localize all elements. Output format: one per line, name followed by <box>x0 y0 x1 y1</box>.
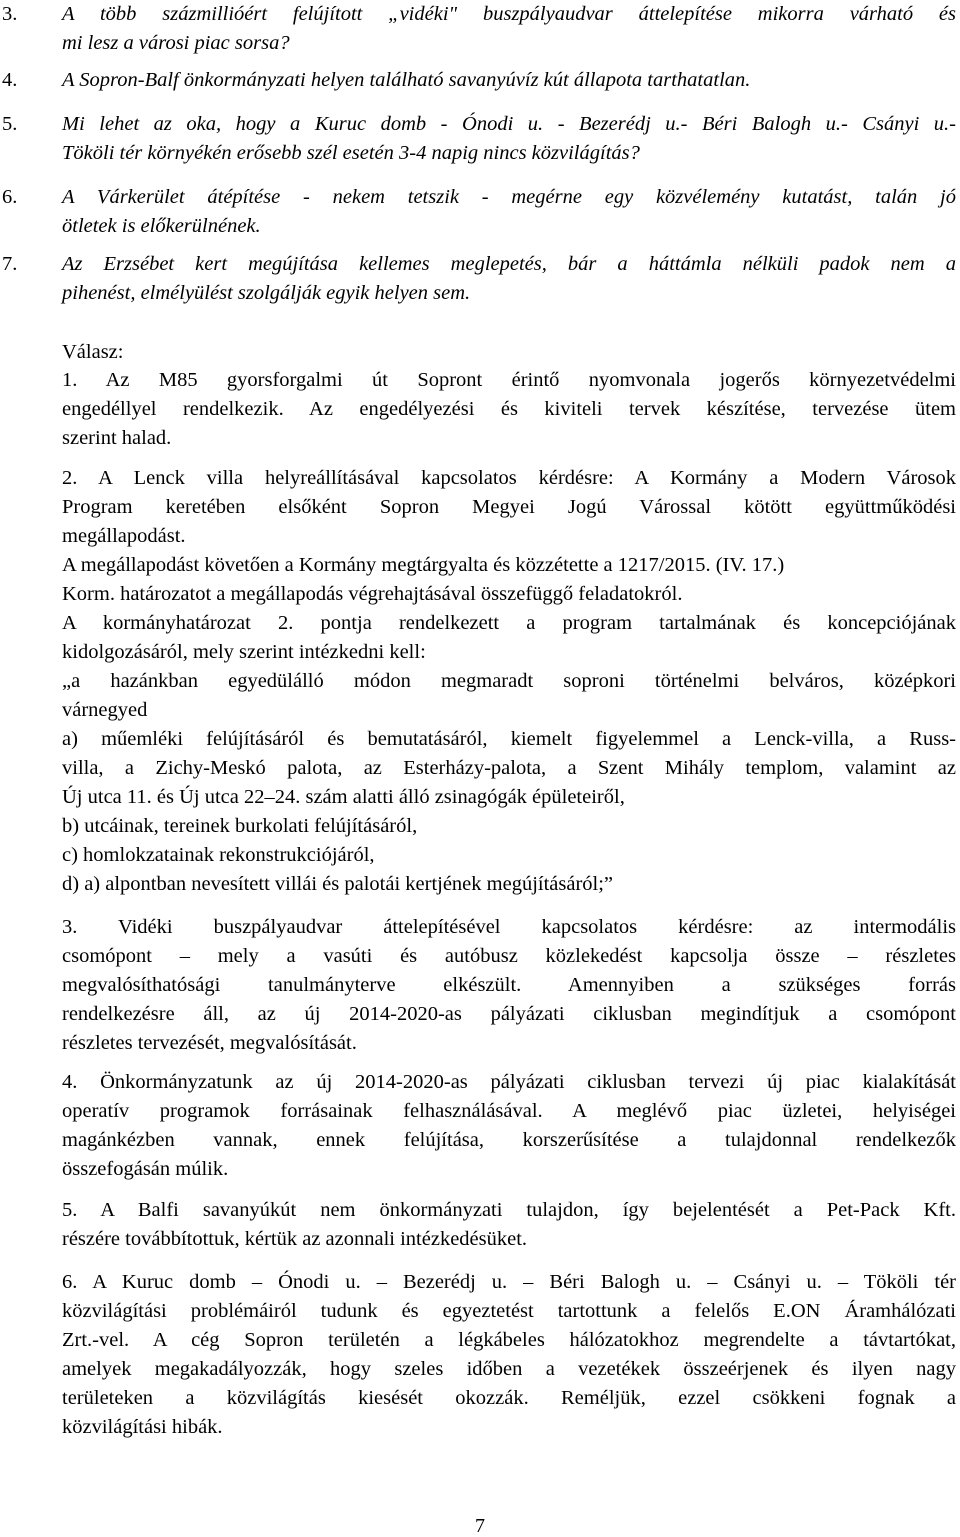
answer-2 <box>62 464 956 899</box>
answer-line: engedéllyel rendelkezik. Az engedélyezési és kiviteli tervek készítése, tervezése ütem <box>62 398 956 420</box>
answer-line: 6. A Kuruc domb – Ónodi u. – Bezerédj u. – Béri Balogh u. – Csányi u. – Tököli tér <box>62 1271 956 1293</box>
answer-line: c) homlokzatainak rekonstrukciójáról, <box>62 844 375 866</box>
answer-line: operatív programok forrásainak felhasználásával. A meglévő piac üzletei, helyiségei <box>62 1100 956 1122</box>
answer-line: közvilágítási hibák. <box>62 1416 223 1438</box>
answer-line: 5. A Balfi savanyúkút nem önkormányzati tulajdon, így bejelentését a Pet-Pack Kft. <box>62 1199 956 1221</box>
answer-line: Korm. határozatot a megállapodás végrehajtásával összefüggő feladatokról. <box>62 583 683 605</box>
answer-line: amelyek megakadályozzák, hogy szeles időben a vezetékek összeérjenek és ilyen nagy <box>62 1358 956 1380</box>
answer-line: Zrt.-vel. A cég Sopron területén a légkábeles hálózatokhoz megrendelte a távtartókat, <box>62 1329 956 1351</box>
question-text-line: Tököli tér környékén erősebb szél esetén 3-4 napig nincs közvilágítás? <box>62 142 640 164</box>
answer-line: 2. A Lenck villa helyreállításával kapcsolatos kérdésre: A Kormány a Modern Városok <box>62 467 956 489</box>
answer-1 <box>62 366 956 453</box>
answer-line: „a hazánkban egyedülálló módon megmaradt soproni történelmi belváros, középkori <box>62 670 956 692</box>
answer-line: villa, a Zichy-Meskó palota, az Esterházy-palota, a Szent Mihály templom, valamint az <box>62 757 956 779</box>
answer-line: területeken a közvilágítás kiesését okozzák. Reméljük, ezzel csökkeni fognak a <box>62 1387 956 1409</box>
question-number: 4. <box>2 69 18 91</box>
question-text-line: pihenést, elmélyülést szolgálják egyik helyen sem. <box>62 282 471 304</box>
question-number: 5. <box>2 113 18 135</box>
answer-line: várnegyed <box>62 699 148 721</box>
answer-line: megvalósíthatósági tanulmányterve elkészült. Amennyiben a szükséges forrás <box>62 974 956 996</box>
question-number: 3. <box>2 3 18 25</box>
answer-line: d) a) alpontban nevesített villái és palotái kertjének megújításáról;” <box>62 873 614 895</box>
question-number: 6. <box>2 186 18 208</box>
answer-line: A megállapodást követően a Kormány megtárgyalta és közzétette a 1217/2015. (IV. 17.) <box>62 554 785 576</box>
question-text-line: mi lesz a városi piac sorsa? <box>62 32 290 54</box>
answer-line: A kormányhatározat 2. pontja rendelkezett a program tartalmának és koncepciójának <box>62 612 956 634</box>
answer-line: rendelkezésre áll, az új 2014-2020-as pályázati ciklusban megindítjuk a csomópont <box>62 1003 956 1025</box>
answer-label: Válasz: <box>62 341 124 363</box>
answer-line: a) műemléki felújításáról és bemutatásáról, kiemelt figyelemmel a Lenck-villa, a Russ- <box>62 728 956 750</box>
answer-line: b) utcáinak, tereinek burkolati felújításáról, <box>62 815 418 837</box>
answer-line: 3. Vidéki buszpályaudvar áttelepítésével kapcsolatos kérdésre: az intermodális <box>62 916 956 938</box>
answer-line: Program keretében elsőként Sopron Megyei Jogú Várossal kötött együttműködési <box>62 496 956 518</box>
answer-4 <box>62 1068 956 1184</box>
answer-5 <box>62 1196 956 1254</box>
answer-line: közvilágítási problémáiról tudunk és egyeztetést tartottunk a felelős E.ON Áramhálózati <box>62 1300 956 1322</box>
question-number: 7. <box>2 253 18 275</box>
question-text-line: ötletek is előkerülnének. <box>62 215 261 237</box>
answer-line: szerint halad. <box>62 427 172 449</box>
answer-line: részletes tervezését, megvalósítását. <box>62 1032 357 1054</box>
page-number: 7 <box>475 1515 485 1537</box>
question-text-line: A Várkerület átépítése - nekem tetszik - megérne egy közvélemény kutatást, talán jó <box>62 186 956 208</box>
question-text-line: A Sopron-Balf önkormányzati helyen található savanyúvíz kút állapota tarthatatlan. <box>62 69 751 91</box>
answer-line: magánkézben vannak, ennek felújítása, korszerűsítése a tulajdonnal rendelkezők <box>62 1129 956 1151</box>
answer-line: megállapodást. <box>62 525 186 547</box>
answer-line: csomópont – mely a vasúti és autóbusz közlekedést kapcsolja össze – részletes <box>62 945 956 967</box>
answer-line: részére továbbítottuk, kértük az azonnali intézkedésüket. <box>62 1228 528 1250</box>
answer-line: 4. Önkormányzatunk az új 2014-2020-as pályázati ciklusban tervezi új piac kialakítását <box>62 1071 956 1093</box>
question-text-line: Az Erzsébet kert megújítása kellemes meglepetés, bár a háttámla nélküli padok nem a <box>62 253 956 275</box>
question-text-line: Mi lehet az oka, hogy a Kuruc domb - Ónodi u. - Bezerédj u.- Béri Balogh u.- Csányi u.- <box>62 113 956 135</box>
answer-line: kidolgozásáról, mely szerint intézkedni kell: <box>62 641 426 663</box>
answer-line: Új utca 11. és Új utca 22–24. szám alatti álló zsinagógák épületeiről, <box>62 786 625 808</box>
answer-3 <box>62 913 956 1058</box>
answer-line: összefogásán múlik. <box>62 1158 229 1180</box>
question-text-line: A több százmillióért felújított „vidéki" buszpályaudvar áttelepítése mikorra várható és <box>62 3 956 25</box>
answer-line: 1. Az M85 gyorsforgalmi út Sopront érintő nyomvonala jogerős környezetvédelmi <box>62 369 956 391</box>
answer-6 <box>62 1268 956 1442</box>
